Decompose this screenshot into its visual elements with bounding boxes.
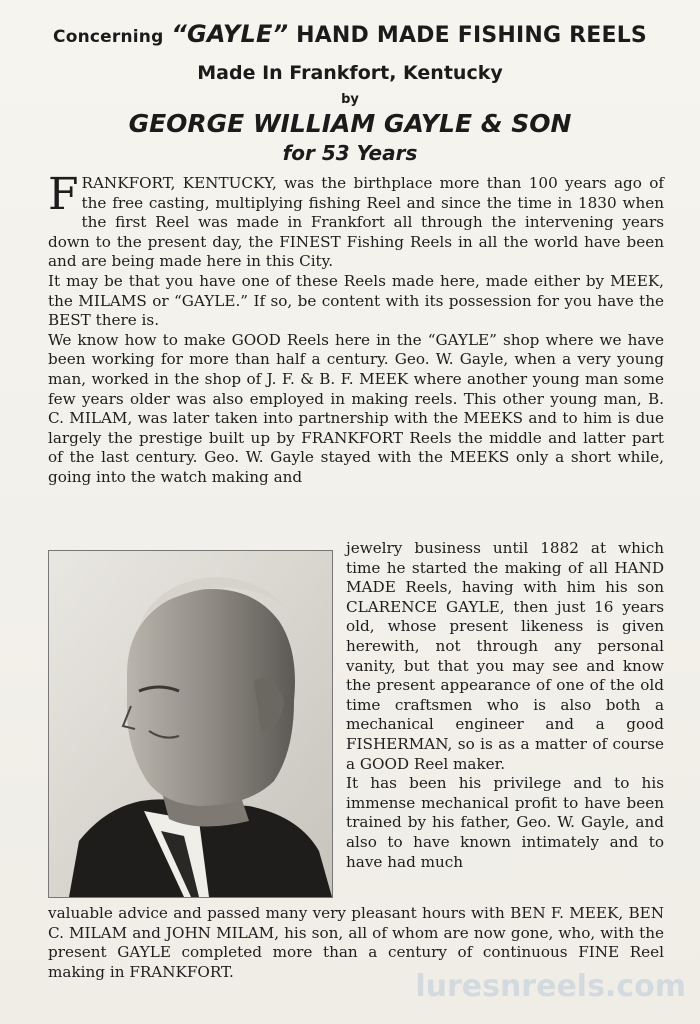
subtitle-years: for 53 Years (282, 141, 418, 165)
paragraph-1 (48, 169, 664, 272)
title-prefix: Concerning (53, 27, 164, 47)
portrait-photo (48, 550, 333, 898)
subtitle-location: Made In Frankfort, Kentucky (197, 62, 503, 84)
paragraph-3: We know how to make GOOD Reels here in the “GAYLE” shop where we have been working for more than half a century. Geo. W. Gayle, when a very young man, worked in the shop of J. F. & B. F. MEEK where another young man some few years older was also employed in making reels. This other young man, B. C. MILAM, was later taken into partnership with the MEEKS and to him is due largely the prestige built up by FRANKFORT Reels the middle and latter part of the last century. Geo. W. Gayle stayed with the MEEKS only a short while, going into the watch making and (48, 330, 664, 486)
watermark-text: luresnreels.com (415, 969, 686, 1004)
title-gayle: “GAYLE” (171, 20, 289, 48)
portrait-image (49, 551, 332, 897)
paragraph-2: It may be that you have one of these Reels made here, made either by MEEK, the MILAMS or “GAYLE.” If so, be content with its possession for you have the BEST there is. (48, 271, 664, 330)
title-suffix: HAND MADE FISHING REELS (296, 23, 647, 48)
subtitle-maker: GEORGE WILLIAM GAYLE & SON (128, 109, 572, 138)
body-right-column (346, 539, 664, 872)
paragraph-1-text: RANKFORT, KENTUCKY, was the birthplace more than 100 years ago of the free casting, multiplying fishing Reel and since the time in 1830 when the first Reel was made in Frankfort all through the intervening years down to the present day, the FINEST Fishing Reels in all the world have been and are being made here in this City. (48, 174, 664, 271)
title-line-1 (0, 20, 700, 48)
watermark (415, 969, 686, 1004)
subtitle-by: by (341, 92, 359, 107)
paragraph-3-continued: jewelry business until 1882 at which time he started the making of all HAND MADE Reels, having with him his son CLARENCE GAYLE, then just 16 years old, whose present likeness is given herewith, not through any personal vanity, but that you may see and know the present appearance of one of the old time craftsmen who is also both a mechanical engineer and a good FISHERMAN, so is as a matter of course a GOOD Reel maker. (346, 539, 664, 773)
drop-cap: F (48, 169, 79, 220)
paragraph-4-bottom: valuable advice and passed many very pleasant hours with BEN F. MEEK, BEN C. MILAM and JOHN MILAM, his son, all of whom are now gone, who, with the present GAYLE completed more than a century of continuous FINE Reel making in FRANKFORT. (48, 904, 664, 981)
body-top (48, 169, 664, 488)
paragraph-4-column: It has been his privilege and to his immense mechanical profit to have been trained by his father, Geo. W. Gayle, and also to have known intimately and to have had much (346, 774, 664, 871)
